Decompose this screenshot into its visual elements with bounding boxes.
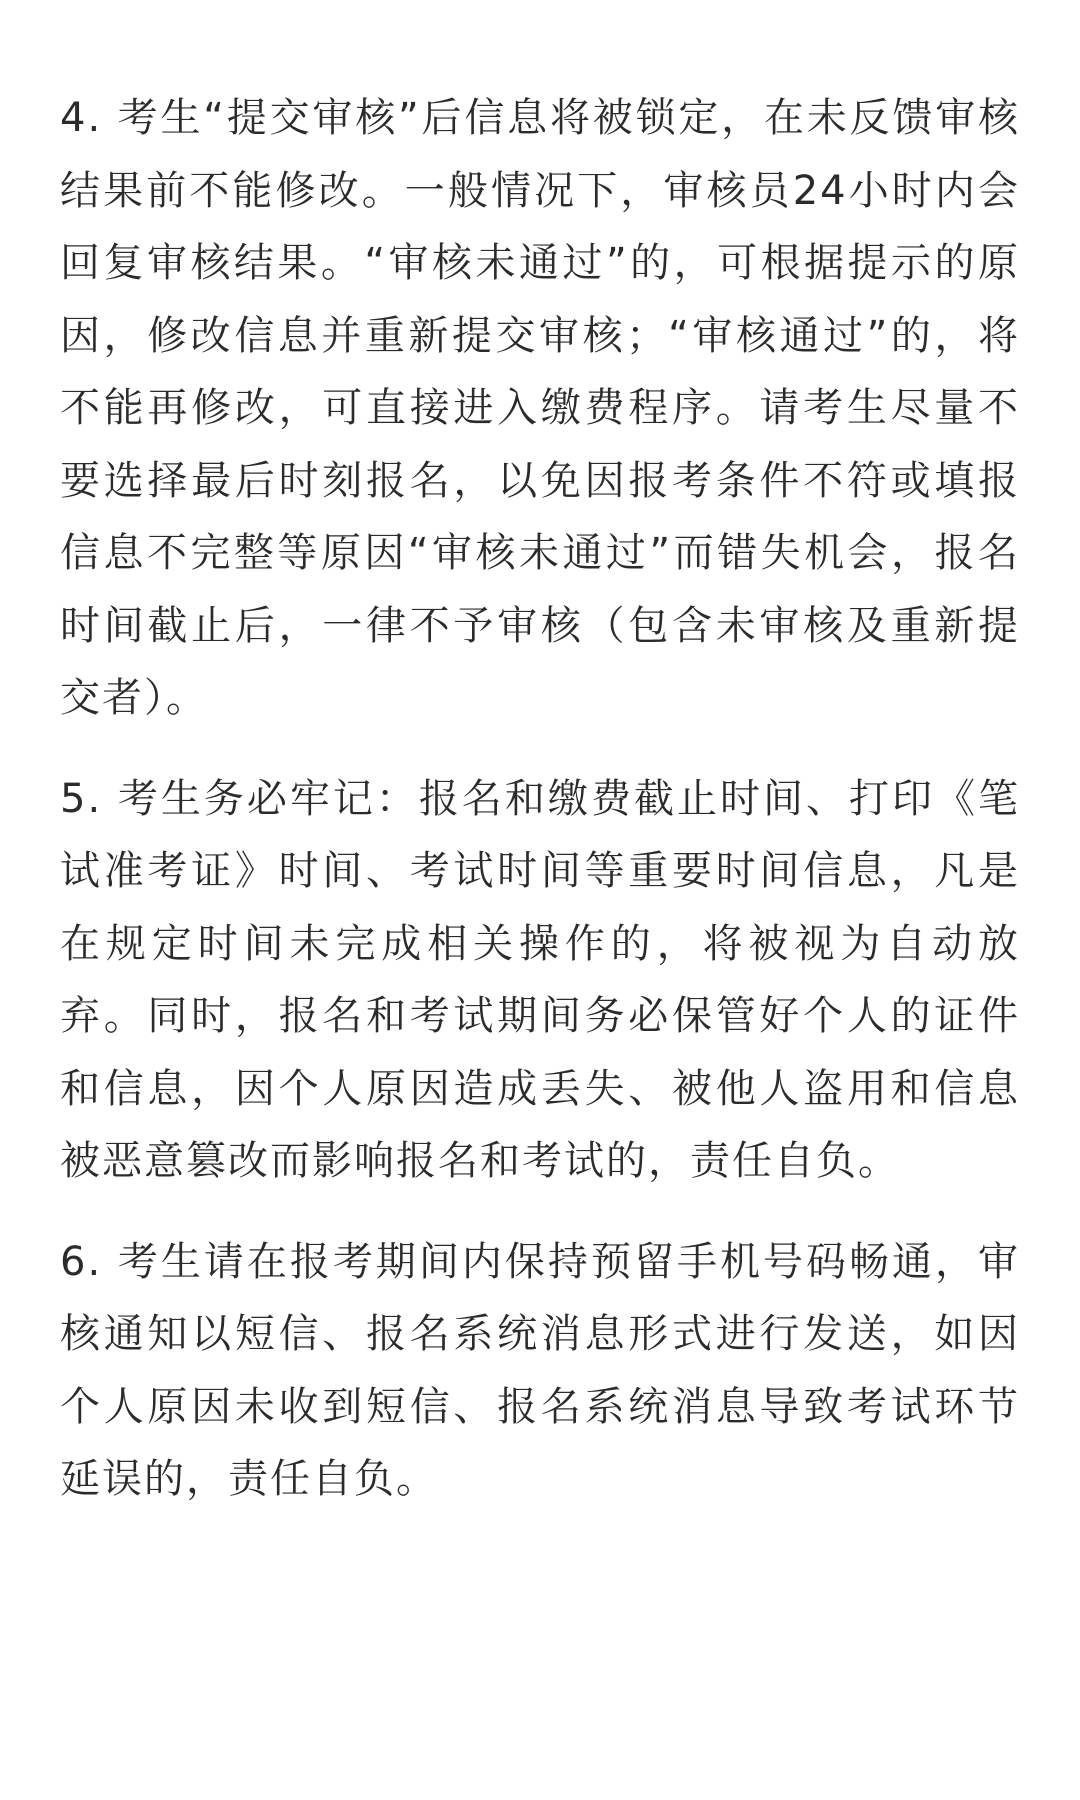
article-body [60, 82, 1020, 1544]
paragraph-item-6: 6. 考生请在报考期间内保持预留手机号码畅通，审核通知以短信、报名系统消息形式进行发送，如因个人原因未收到短信、报名系统消息导致考试环节延误的，责任自负。 [60, 1238, 1020, 1502]
paragraph-item-5: 5. 考生务必牢记：报名和缴费截止时间、打印《笔试准考证》时间、考试时间等重要时间信息，凡是在规定时间未完成相关操作的，将被视为自动放弃。同时，报名和考试期间务必保管好个人的证件和信息，因个人原因造成丢失、被他人盗用和信息被恶意篡改而影响报名和考试的，责任自负。 [60, 775, 1020, 1184]
paragraph-item-4: 4. 考生“提交审核”后信息将被锁定，在未反馈审核结果前不能修改。一般情况下，审核员24小时内会回复审核结果。“审核未通过”的，可根据提示的原因，修改信息并重新提交审核；“审核通过”的，将不能再修改，可直接进入缴费程序。请考生尽量不要选择最后时刻报名，以免因报考条件不符或填报信息不完整等原因“审核未通过”而错失机会，报名时间截止后，一律不予审核（包含未审核及重新提交者）。 [60, 95, 1020, 721]
